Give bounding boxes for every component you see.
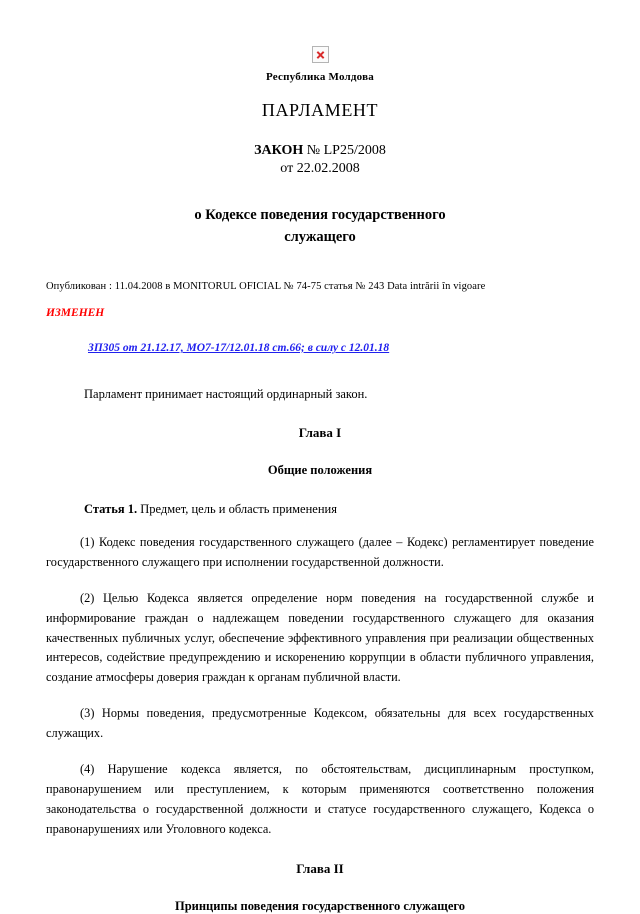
paragraph-1: (1) Кодекс поведения государственного служащего (далее – Кодекс) регламентирует поведение государственного служащего при исполнении государственной должности. xyxy=(46,534,594,569)
broken-image-icon xyxy=(312,46,329,63)
amendment-link[interactable]: ЗП305 от 21.12.17, МО7-17/12.01.18 ст.66; в силу с 12.01.18 xyxy=(88,341,390,354)
chapter-2-heading: Глава II xyxy=(296,860,344,876)
act-title-line-2: служащего xyxy=(284,229,356,246)
institution-heading: ПАРЛАМЕНТ xyxy=(261,100,379,120)
chapter-2-subtitle: Принципы поведения государственного служащего xyxy=(174,898,466,913)
act-title xyxy=(46,204,594,249)
law-number: № LP25/2008 xyxy=(306,143,386,158)
paragraph-2: (2) Целью Кодекса является определение норм поведения на государственной службе и информирование граждан о надлежащем поведении государственного служащего для оказания качественных публичных услуг, обеспечение эффективного управления при реализации общественных интересов, содействие предупреждению и искоренению коррупции в области публичного управления, создание атмосферы доверия граждан к органам публичной власти. xyxy=(46,590,594,685)
emblem-container xyxy=(46,0,594,63)
act-title-line-1: о Кодексе поведения государственного xyxy=(194,207,446,223)
article-1-label: Статья 1. xyxy=(84,501,138,516)
chapter-1-heading: Глава I xyxy=(298,424,342,440)
law-number-line xyxy=(46,143,594,159)
paragraph-4: (4) Нарушение кодекса является, по обстоятельствам, дисциплинарным проступком, правонарушением или преступлением, к которым применяются соответственно положения законодательства о государственной должности и статусе государственного служащего, Кодекса о правонарушениях или Уголовного кодекса. xyxy=(46,762,594,836)
article-1-heading xyxy=(46,502,594,517)
intro-paragraph: Парламент принимает настоящий ординарный закон. xyxy=(84,386,368,401)
publication-info: Опубликован : 11.04.2008 в MONITORUL OFICIAL № 74-75 статья № 243 Data intrării în vigoare xyxy=(46,280,486,292)
law-label: ЗАКОН xyxy=(254,143,304,158)
country-heading: Республика Молдова xyxy=(266,71,374,83)
amendment-link-row xyxy=(46,338,594,356)
paragraph-3: (3) Нормы поведения, предусмотренные Кодексом, обязательны для всех государственных служащих. xyxy=(46,706,594,741)
chapter-1-subtitle: Общие положения xyxy=(267,462,373,477)
article-1-title: Предмет, цель и область применения xyxy=(140,501,337,516)
amended-badge: ИЗМЕНЕН xyxy=(46,306,105,319)
law-date: от 22.02.2008 xyxy=(280,161,360,176)
